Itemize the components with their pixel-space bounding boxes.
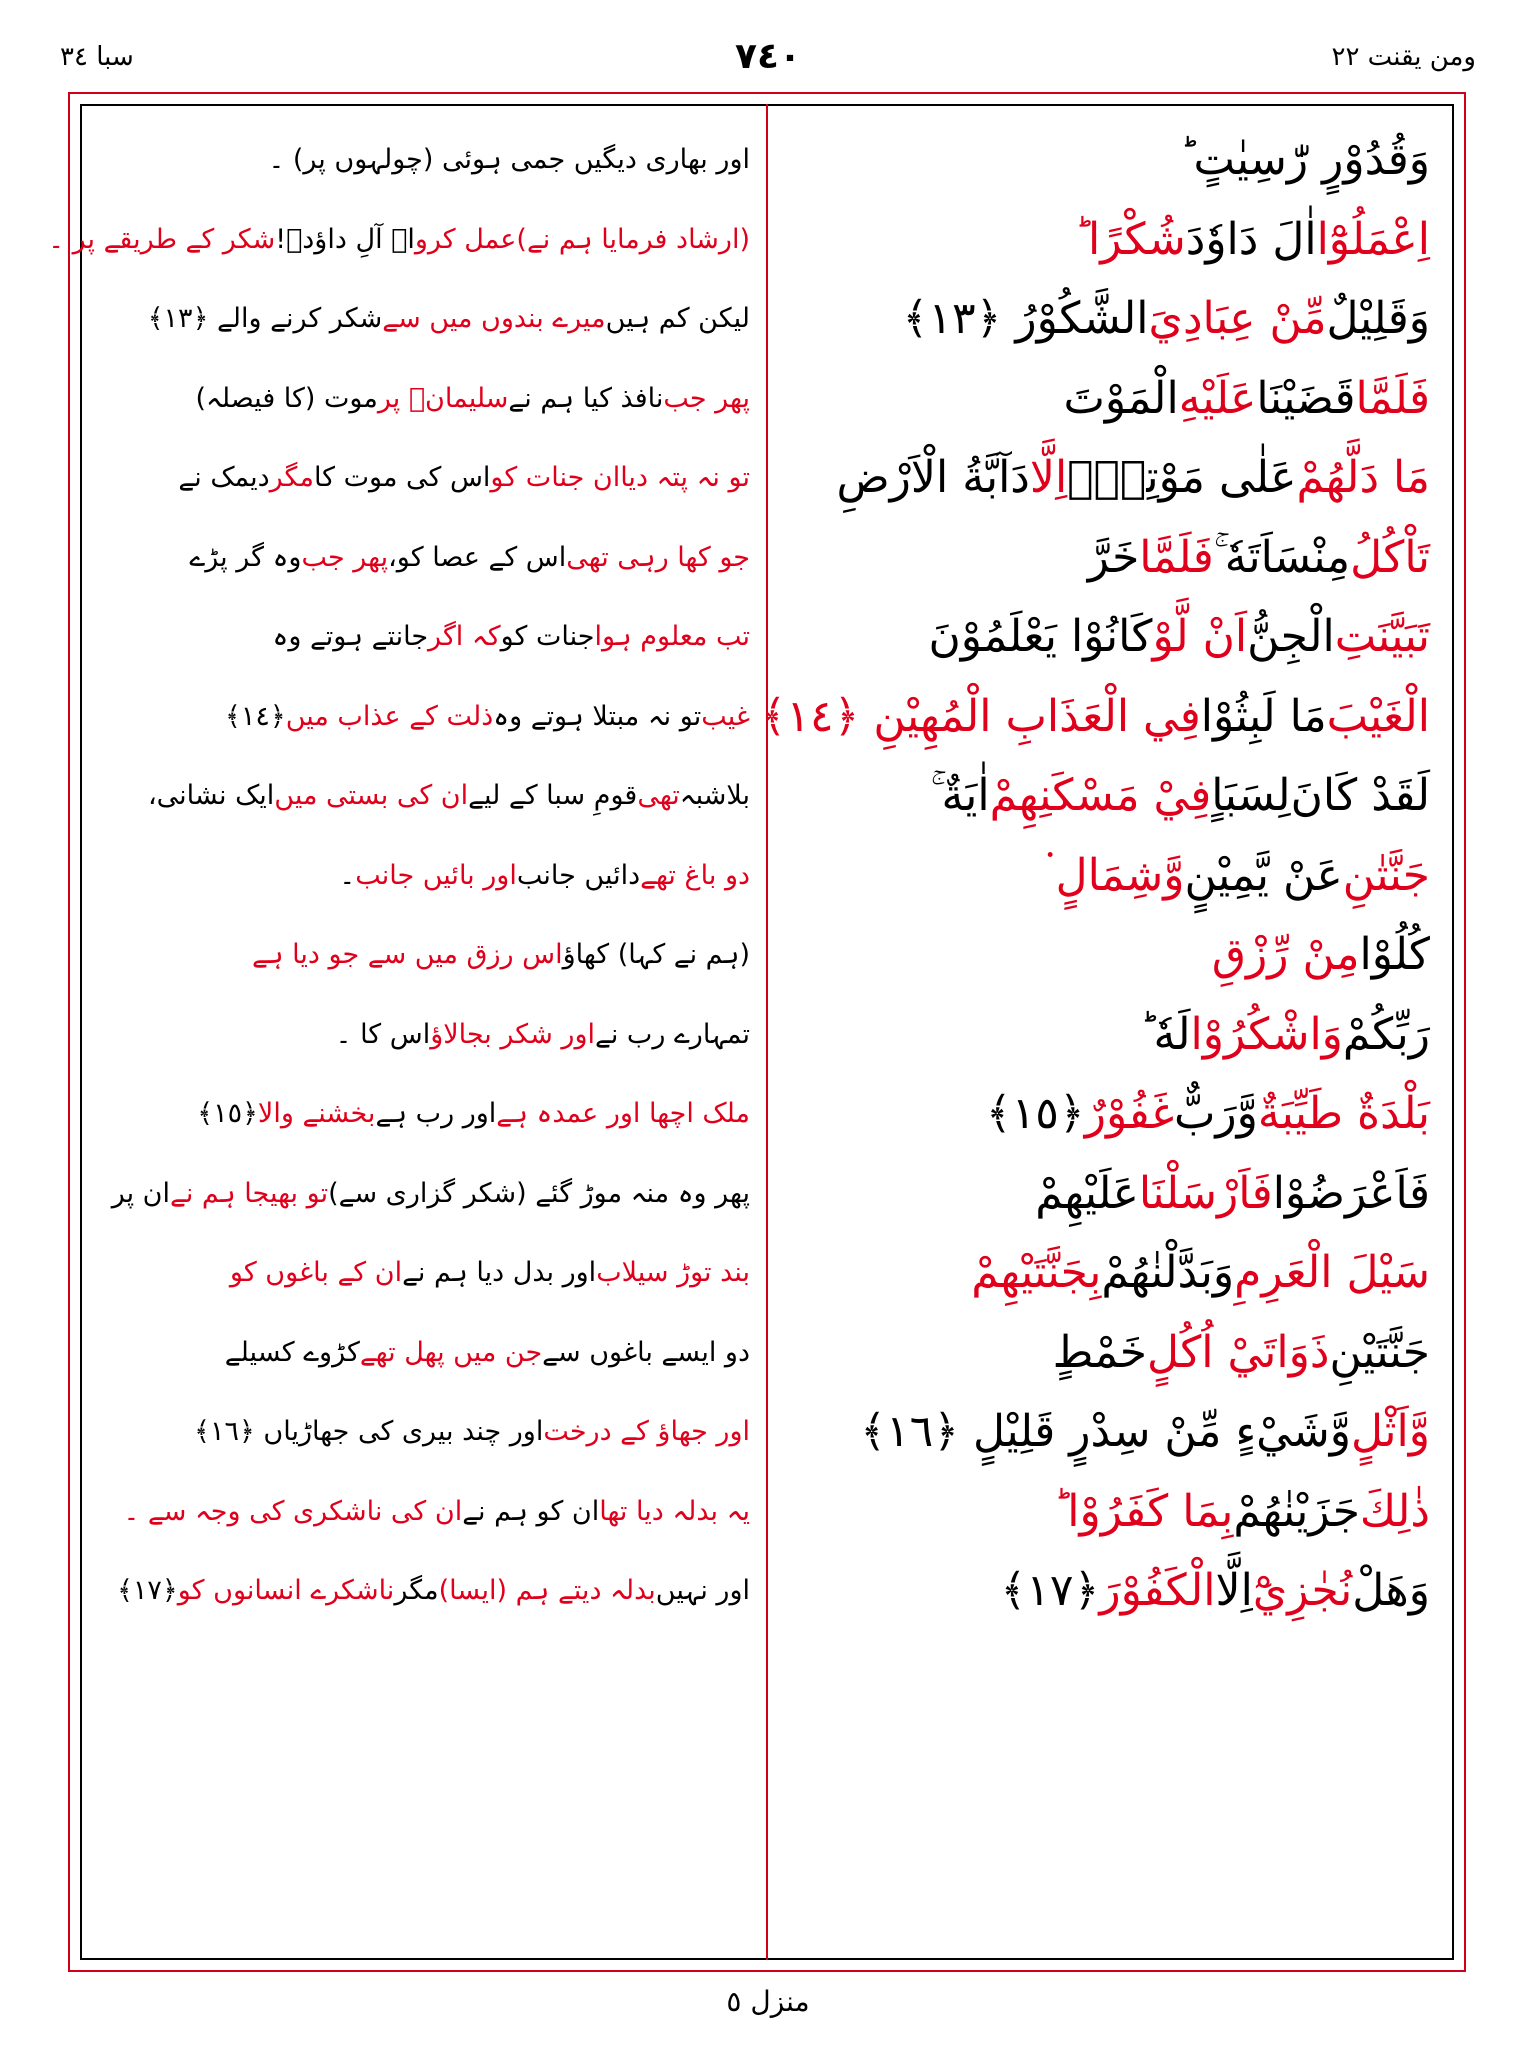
arabic-verse-segment: وَّشِمَالٍ ۬ — [1044, 849, 1185, 901]
arabic-verse-segment: وَّرَبٌّ — [1173, 1088, 1258, 1140]
arabic-verse-segment: جَنَّتٰنِ — [1342, 849, 1430, 901]
arabic-verse-segment: جَزَيْنٰهُمْ — [1233, 1485, 1360, 1537]
urdu-translation-segment: ان کے باغوں کو — [229, 1257, 403, 1289]
arabic-verse-segment: ذَوَاتَيْ اُكُلٍ — [1147, 1326, 1330, 1378]
urdu-translation-segment: ان کی ناشکری کی وجہ سے ۔ — [123, 1495, 463, 1527]
arabic-verse-segment: جَنَّتَيْنِ — [1329, 1326, 1430, 1378]
arabic-verse-line — [780, 1313, 1430, 1393]
arabic-verse-segment: فَاَعْرَضُوْا — [1272, 1167, 1430, 1219]
arabic-verse-segment: مِنْ رِّزْقِ — [1211, 929, 1360, 981]
arabic-verse-segment: سَيْلَ الْعَرِمِ — [1234, 1247, 1430, 1299]
arabic-verse-segment: اِلَّا — [1215, 1565, 1253, 1617]
arabic-verse-segment: لَهٗ ؕ — [1139, 1008, 1191, 1060]
arabic-verse-line — [780, 836, 1430, 916]
arabic-verse-segment: بِمَا كَفَرُوْا ؕ — [1053, 1485, 1234, 1537]
urdu-translation-line — [100, 1233, 750, 1313]
arabic-verse-segment: الْغَيْبَ — [1326, 690, 1430, 742]
arabic-verse-segment: فَلَمَّا — [1139, 531, 1214, 583]
urdu-translation-segment: اس کے عصا کو، — [388, 541, 567, 573]
arabic-verse-segment: اٰلَ دَاوٗدَ — [1185, 213, 1317, 265]
arabic-verse-segment: مَا دَلَّهُمْ — [1296, 452, 1430, 504]
arabic-verse-line — [780, 756, 1430, 836]
urdu-translation-segment: شکر کے طریقے پر ۔ — [48, 223, 276, 255]
arabic-verse-segment: وَبَدَّلْنٰهُمْ — [1101, 1247, 1235, 1299]
urdu-translation-segment: لیکن کم ہیں — [605, 303, 750, 335]
arabic-verse-segment: عَلَيْهِ — [1178, 372, 1257, 424]
urdu-translation-segment: دو ایسے باغوں سے — [542, 1336, 750, 1368]
urdu-translation-segment: اے آلِ داؤدؑ! — [275, 223, 415, 255]
arabic-verse-line — [780, 200, 1430, 280]
urdu-translation-segment: دیمک نے — [178, 462, 270, 494]
urdu-translation-line — [100, 279, 750, 359]
urdu-translation-segment: دو باغ تھے — [640, 859, 750, 891]
arabic-verse-segment: لَقَدْ كَانَ — [1290, 770, 1430, 822]
urdu-translation-segment: تھی — [637, 780, 680, 812]
arabic-verse-line — [780, 279, 1430, 359]
urdu-translation-segment: مگر — [394, 1575, 439, 1607]
arabic-verse-segment: عَنْ يَّمِيْنٍ — [1184, 849, 1343, 901]
urdu-translation-line — [100, 995, 750, 1075]
arabic-verse-line — [780, 915, 1430, 995]
urdu-translation-segment: اور بدل دیا ہم نے — [402, 1257, 597, 1289]
urdu-translation-line — [100, 1074, 750, 1154]
arabic-verse-segment: كُلُوْا — [1359, 929, 1430, 981]
arabic-verse-segment: ذٰلِكَ — [1359, 1485, 1430, 1537]
urdu-translation-segment: پھر جب — [301, 541, 389, 573]
arabic-verse-segment: اٰيَةٌ ۚ — [930, 770, 990, 822]
arabic-verse-segment: خَرَّ — [1087, 531, 1140, 583]
urdu-translation-line — [100, 1551, 750, 1631]
arabic-verse-segment: الْمَوْتَ — [1063, 372, 1179, 424]
arabic-verse-line — [780, 120, 1430, 200]
urdu-translation-segment: اس رزق میں سے جو دیا ہے — [251, 939, 563, 971]
arabic-verse-line — [780, 1551, 1430, 1631]
urdu-translation-segment: اور جھاؤ کے درخت — [543, 1416, 750, 1448]
arabic-verse-line — [780, 1392, 1430, 1472]
surah-name-header: سبا ٣٤ — [60, 42, 134, 72]
urdu-translation-segment: غیب — [701, 700, 750, 732]
arabic-verse-segment: وَّاَثْلٍ — [1350, 1406, 1430, 1458]
arabic-verse-segment: اِعْمَلُوْٓا — [1316, 213, 1430, 265]
urdu-translation-line — [100, 120, 750, 200]
juz-name-header: ومن يقنت ٢٢ — [1331, 42, 1476, 72]
urdu-translation-segment: ان پر — [111, 1177, 171, 1209]
arabic-verse-segment: اَنْ لَّوْ — [1152, 611, 1248, 663]
urdu-translation-segment: اور بائیں جانب — [355, 859, 517, 891]
urdu-translation-segment: بدلہ دیتے ہم (ایسا) — [438, 1575, 656, 1607]
urdu-translation-segment: اور رب ہے — [375, 1098, 497, 1130]
arabic-verse-segment: ﴿١٧﴾ — [1000, 1565, 1100, 1617]
urdu-translation-segment: جو کھا رہی تھی — [566, 541, 750, 573]
urdu-translation-segment: جن میں پھل تھے — [359, 1336, 543, 1368]
arabic-verse-segment: وَقُدُوْرٍ رّٰسِيٰتٍ ؕ — [1179, 134, 1430, 186]
arabic-verse-line — [780, 1074, 1430, 1154]
arabic-verse-segment: الْكَفُوْرَ — [1099, 1565, 1216, 1617]
urdu-translation-segment: عمل کرو — [414, 223, 517, 255]
urdu-translation-segment: بند توڑ سیلاب — [596, 1257, 750, 1289]
urdu-translation-segment: ذلت کے عذاب میں — [285, 700, 494, 732]
arabic-verse-segment: خَمْطٍ — [1052, 1326, 1147, 1378]
urdu-translation-segment: میرے بندوں میں سے — [382, 303, 606, 335]
urdu-translation-segment: اور نہیں — [655, 1575, 750, 1607]
arabic-verse-segment: كَانُوْا يَعْلَمُوْنَ — [928, 611, 1153, 663]
urdu-translation-segment: سلیمانؑ پر — [377, 382, 509, 414]
column-divider — [766, 104, 768, 1960]
urdu-translation-segment: موت (کا فیصلہ) — [195, 382, 378, 414]
urdu-translation-segment: یہ بدلہ دیا تھا — [599, 1495, 750, 1527]
arabic-verse-segment: غَفُوْرٌ — [1084, 1088, 1174, 1140]
urdu-translation-line — [100, 1472, 750, 1552]
arabic-verse-line — [780, 1154, 1430, 1234]
urdu-translation-segment: ملک اچھا اور عمدہ ہے — [496, 1098, 750, 1130]
arabic-verse-segment: بَلْدَةٌ طَيِّبَةٌ — [1257, 1088, 1430, 1140]
urdu-translation-segment: شکر کرنے والے ﴿١٣﴾ — [147, 303, 383, 335]
urdu-translation-segment: نافذ کیا ہم نے — [508, 382, 664, 414]
urdu-translation-segment: ﴿١٥﴾ — [197, 1098, 258, 1130]
arabic-verse-segment: بِجَنَّتَيْهِمْ — [971, 1247, 1102, 1299]
urdu-translation-segment: پھر وہ منہ موڑ گئے (شکر گزاری سے) — [328, 1177, 750, 1209]
arabic-verse-segment: وَهَلْ — [1352, 1565, 1430, 1617]
urdu-translation-segment: مگر — [269, 462, 314, 494]
urdu-translation-segment: تو نہ پتہ دیا — [620, 462, 750, 494]
arabic-verse-segment: وَاشْكُرُوْا — [1190, 1008, 1343, 1060]
arabic-verse-line — [780, 1233, 1430, 1313]
urdu-translation-line — [100, 1392, 750, 1472]
urdu-translation-line — [100, 756, 750, 836]
urdu-translation-segment: (ہم نے کہا) کھاؤ — [562, 939, 750, 971]
arabic-verse-segment: ﴿١٥﴾ — [985, 1088, 1085, 1140]
urdu-translation-segment: ان جنات کو — [490, 462, 621, 494]
urdu-translation-segment: بخشنے والا — [257, 1098, 376, 1130]
urdu-translation-line — [100, 359, 750, 439]
arabic-verse-segment: شُكْرًا ؕ — [1074, 213, 1186, 265]
urdu-translation-segment: اور چند بیری کی جھاڑیاں ﴿١٦﴾ — [194, 1416, 544, 1448]
urdu-translation-line — [100, 1154, 750, 1234]
urdu-translation-segment: ﴿١٧﴾ — [117, 1575, 178, 1607]
urdu-translation-segment: قومِ سبا کے لیے — [468, 780, 638, 812]
arabic-verse-line — [780, 518, 1430, 598]
urdu-translation-line — [100, 677, 750, 757]
urdu-translation-segment: اور بھاری دیگیں جمی ہوئی (چولہوں پر) ۔ — [268, 144, 750, 176]
urdu-translation-segment: جانتے ہوتے وہ — [272, 621, 429, 653]
arabic-text-column — [760, 120, 1430, 1631]
arabic-verse-segment: رَبِّكُمْ — [1342, 1008, 1430, 1060]
urdu-translation-segment: ﴿١٤﴾ — [225, 700, 286, 732]
urdu-translation-segment: اس کی موت کا — [313, 462, 491, 494]
urdu-translation-segment: تمہارے رب نے — [595, 1018, 750, 1050]
urdu-translation-segment: ان کو ہم نے — [462, 1495, 600, 1527]
urdu-translation-segment: (ارشاد فرمایا ہم نے) — [516, 223, 750, 255]
arabic-verse-segment: نُجٰزِيْٓ — [1252, 1565, 1353, 1617]
arabic-verse-segment: لِسَبَاٍ — [1211, 770, 1291, 822]
arabic-verse-segment: تَاْكُلُ — [1350, 531, 1430, 583]
arabic-verse-segment: مَا لَبِثُوْا — [1200, 690, 1327, 742]
urdu-translation-segment: تب معلوم ہوا — [594, 621, 750, 653]
urdu-translation-segment: دائیں جانب — [516, 859, 641, 891]
urdu-translation-line — [100, 597, 750, 677]
urdu-translation-segment: اور شکر بجالاؤ — [430, 1018, 595, 1050]
arabic-verse-segment: اِلَّا — [1029, 452, 1068, 504]
urdu-translation-line — [100, 438, 750, 518]
urdu-translation-line — [100, 518, 750, 598]
urdu-translation-segment: پھر جب — [663, 382, 750, 414]
page-number: ٧٤٠ — [735, 36, 801, 77]
urdu-translation-line — [100, 836, 750, 916]
urdu-translation-segment: ان کی بستی میں — [274, 780, 469, 812]
arabic-verse-segment: وَّشَيْءٍ مِّنْ سِدْرٍ قَلِيْلٍ ﴿١٦﴾ — [860, 1406, 1351, 1458]
urdu-translation-segment: ۔ — [339, 859, 356, 891]
urdu-translation-segment: وہ گر پڑے — [189, 541, 302, 573]
arabic-verse-segment: الشَّكُوْرُ ﴿١٣﴾ — [902, 293, 1149, 345]
arabic-verse-segment: عَلَيْهِمْ — [1035, 1167, 1139, 1219]
page-header — [60, 36, 1476, 86]
arabic-verse-line — [780, 995, 1430, 1075]
urdu-translation-segment: تو بھیجا ہم نے — [170, 1177, 329, 1209]
arabic-verse-segment: فِي الْعَذَابِ الْمُهِيْنِ ﴿١٤﴾ — [760, 690, 1201, 742]
urdu-translation-segment: اس کا ۔ — [335, 1018, 431, 1050]
arabic-verse-segment: وَقَلِيْلٌ — [1326, 293, 1430, 345]
arabic-verse-segment: دَآبَّةُ الْاَرْضِ — [836, 452, 1030, 504]
urdu-translation-line — [100, 1313, 750, 1393]
arabic-verse-line — [780, 438, 1430, 518]
arabic-verse-line — [780, 359, 1430, 439]
arabic-verse-line — [780, 1472, 1430, 1552]
arabic-verse-segment: قَضَيْنَا — [1256, 372, 1356, 424]
urdu-translation-segment: جنات کو — [500, 621, 595, 653]
arabic-verse-line — [780, 597, 1430, 677]
arabic-verse-segment: عَلٰى مَوْتِهٖٓ — [1067, 452, 1297, 504]
manzil-footer: منزل ٥ — [726, 1985, 810, 2018]
arabic-verse-segment: مِنْسَاَتَهٗ ۚ — [1213, 531, 1351, 583]
urdu-translation-segment: بلاشبہ — [679, 780, 750, 812]
urdu-translation-column — [48, 120, 750, 1631]
urdu-translation-segment: کہ اگر — [428, 621, 501, 653]
arabic-verse-segment: فَلَمَّا — [1355, 372, 1430, 424]
arabic-verse-segment: فَاَرْسَلْنَا — [1138, 1167, 1273, 1219]
urdu-translation-segment: کڑوے کسیلے — [224, 1336, 360, 1368]
urdu-translation-segment: تو نہ مبتلا ہوتے وہ — [493, 700, 702, 732]
arabic-verse-segment: مِّنْ عِبَادِيَ — [1148, 293, 1327, 345]
arabic-verse-segment: الْجِنُّ — [1247, 611, 1335, 663]
arabic-verse-segment: تَبَيَّنَتِ — [1334, 611, 1430, 663]
urdu-translation-segment: ناشکرے انسانوں کو — [177, 1575, 395, 1607]
urdu-translation-line — [100, 915, 750, 995]
arabic-verse-segment: فِيْ مَسْكَنِهِمْ — [989, 770, 1212, 822]
urdu-translation-segment: ایک نشانی، — [147, 780, 275, 812]
urdu-translation-line — [48, 200, 750, 280]
arabic-verse-line — [760, 677, 1430, 757]
